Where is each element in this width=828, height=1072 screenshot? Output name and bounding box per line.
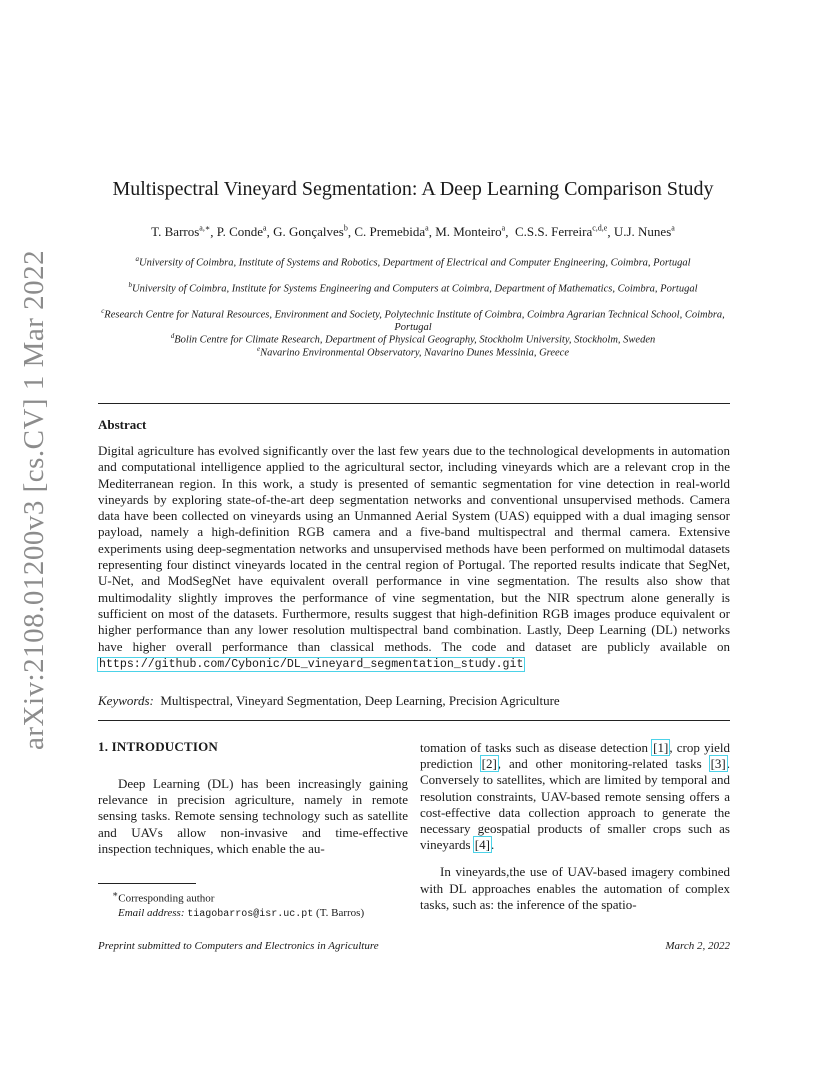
author: G. Gonçalves$^b$: [273, 224, 348, 240]
abstract-bottom-rule: [98, 720, 730, 721]
left-column: [98, 776, 408, 857]
affiliation-a: $^a$University of Coimbra, Institute of Systems and Robotics, Department of Electrical and Computer Engineering, Coimbra, Portugal: [135, 255, 691, 269]
intro-paragraph-continued: tomation of tasks such as disease detection [1], crop yield prediction [2], and other monitoring-related tasks [3]. Conversely to satellites, which are limited by temporal and resolution constraints, UAV-based remote sensing offers a cost-effective data collection approach to generate the necessary geospatial products of smaller crops such as vineyards [4].: [420, 740, 731, 853]
footer-date: March 2, 2022: [665, 940, 730, 952]
email-note: Email address: tiagobarros@isr.uc.pt (T. Barros): [118, 906, 365, 920]
author: T. Barros$^{a,∗}$: [151, 224, 211, 240]
author: P. Conde$^a$: [216, 224, 267, 240]
keywords-label: Keywords:: [98, 693, 154, 708]
author: C. Premebida$^a$: [354, 224, 429, 240]
footnote-rule: [98, 883, 196, 884]
abstract-top-rule: [98, 403, 730, 404]
citation-link[interactable]: [2]: [481, 756, 497, 772]
code-repository-link[interactable]: https://github.com/Cybonic/DL_vineyard_segmentation_study.git: [99, 657, 524, 671]
abstract-body: [98, 443, 730, 673]
right-column: [420, 740, 730, 913]
affiliation-e: $^e$Navarino Environmental Observatory, Navarino Dunes Messinia, Greece: [256, 345, 570, 359]
author: U.J. Nunes$^a$: [613, 224, 675, 240]
paper-title: Multispectral Vineyard Segmentation: A Deep Learning Comparison Study: [112, 178, 714, 200]
citation-link[interactable]: [3]: [710, 756, 726, 772]
footnote: [98, 887, 398, 922]
footer-journal: Preprint submitted to Computers and Electronics in Agriculture: [98, 940, 379, 952]
email-address[interactable]: tiagobarros@isr.uc.pt: [187, 908, 314, 920]
author-list: T. Barros$^{a,∗}$, P. Conde$^a$, G. Gonçalves$^b$, C. Premebida$^a$, M. Monteiro$^a$, C.S.S. Ferreira$^{c,d,e}$, U.J. Nunes$^a$: [151, 224, 675, 240]
keywords-text: Multispectral, Vineyard Segmentation, Deep Learning, Precision Agriculture: [160, 693, 560, 708]
citation-link[interactable]: [1]: [653, 740, 669, 755]
arxiv-identifier: arXiv:2108.01200v3 [cs.CV] 1 Mar 2022: [18, 249, 50, 750]
abstract-heading: Abstract: [98, 417, 147, 432]
intro-paragraph-2: In vineyards,the use of UAV-based imagery combined with DL approaches enables the automation of complex tasks, such as: the inference of the spatio-: [420, 864, 730, 912]
corresponding-author-note: ∗Corresponding author: [112, 889, 215, 905]
citation-link[interactable]: [4]: [474, 837, 490, 853]
section-heading-introduction: 1. INTRODUCTION: [98, 739, 219, 754]
abstract-text: Digital agriculture has evolved significantly over the last few years due to the technological developments in automation and computational intelligence applied to the agricultural sector, including vineyards which are a relevant crop in the Mediterranean region. In this work, a study is presented of semantic segmentation for vine detection in real-world vineyards by exploring state-of-the-art deep segmentation networks and conventional unsupervised methods. Camera data have been collected on vineyards using an Unmanned Aerial System (UAS) equipped with a dual imaging sensor payload, namely a high-definition RGB camera and a five-band multispectral and thermal camera. Extensive experiments using deep-segmentation networks and unsupervised methods have been performed on multimodal datasets representing four distinct vineyards located in the central region of Portugal. The reported results indicate that SegNet, U-Net, and ModSegNet have equivalent overall performance in vine segmentation. The results also show that multimodality slightly improves the performance of vine segmentation, but the NIR spectrum alone generally is sufficient on most of the datasets. Furthermore, results suggest that high-definition RGB images produce equivalent or higher performance than any lower resolution multispectral band combination. Lastly, Deep Learning (DL) networks have higher overall performance than classical methods. The code and dataset are publicly available on: [98, 443, 730, 654]
affiliation-b: $^b$University of Coimbra, Institute for Systems Engineering and Computers at Coimbra, Department of Mathematics, Coimbra, Portugal: [128, 281, 698, 295]
author: C.S.S. Ferreira$^{c,d,e}$: [514, 224, 608, 240]
author: M. Monteiro$^a$: [435, 224, 506, 240]
keywords: [98, 693, 730, 709]
affiliation-d: $^d$Bolin Centre for Climate Research, Department of Physical Geography, Stockholm University, Stockholm, Sweden: [170, 332, 656, 346]
intro-paragraph: Deep Learning (DL) has been increasingly gaining relevance in precision agriculture, namely in remote sensing tasks. Remote sensing technology such as satellite and UAVs allow non-invasive and time-effective inspection techniques, which enable the au-: [98, 776, 408, 856]
affiliation-c: $^c$Research Centre for Natural Resources, Environment and Society, Polytechnic Institute of Coimbra, Coimbra Agrarian Technical School, Coimbra, Portugal: [101, 307, 725, 334]
